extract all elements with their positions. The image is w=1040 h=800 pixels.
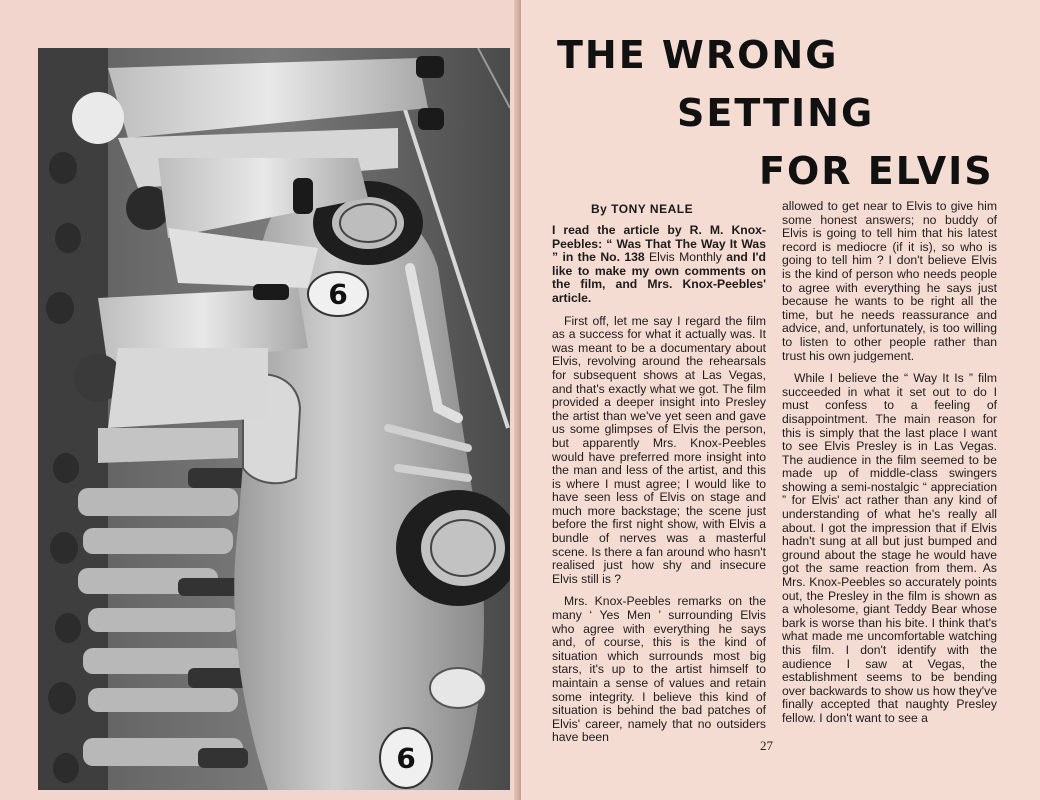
title-line-1: THE WRONG <box>557 33 839 77</box>
intro-regular: Elvis Monthly <box>644 250 727 265</box>
paragraph-4: While I believe the “ Way It Is ” film succeeded in what it set out to do I must confess to a feeling of disappointment. The main reason for this is simply that the last place I want to see Elvis Presley is in Las Vegas. The audience in the film seemed to be made up of middle-class swingers showing a semi-nostalgic “ appreciation ” for Elvis' act rather than any kind of understanding of what he's really all about. I got the impression that if Elvis hadn't sung at all but just bumped and ground about the stage he would have got the same reaction from them. As Mrs. Knox-Peebles so accurately points out, the Presley in the film is shown as a wholesome, giant Teddy Bear whose bark is worse than his bite. I think that's what made me uncomfortable watching this film. I don't identify with the audience I saw at Vegas, the establishment seems to be bending over backwards to show us how they've finally accepted that naughty Presley fellow. I don't want to see a <box>782 371 997 725</box>
paragraph-2: Mrs. Knox-Peebles remarks on the many ‘ Yes Men ’ surrounding Elvis who agree with everything he says and, of course, this is the kind of situation which surrounds most big stars, it's up to the artist himself to maintain a sense of values and retain some integrity. I believe this kind of situation is behind the bad patches of Elvis' career, namely that no outsiders have been <box>552 594 766 745</box>
car-number-lower: 9 <box>396 741 416 774</box>
intro-bold-b: and I'd like to make my own comments on the film, and Mrs. Knox-Peebles' article. <box>552 250 766 305</box>
racing-photo <box>38 48 510 790</box>
article-column-2 <box>782 200 997 735</box>
car-number-roundel-upper <box>308 272 368 316</box>
car-number: 9 <box>328 277 348 310</box>
title-line-3: FOR ELVIS <box>759 149 994 193</box>
paragraph-1: First off, let me say I regard the film as a success for what it actually was. It was meant to be a documentary about Elvis, revolving around the rehearsals for subsequent shows at Las Vegas, and that's exactly what we got. The film provided a deeper insight into Presley the artist than we've yet seen and gave us some glimpses of Elvis the person, but apparently Mrs. Knox-Peebles would have preferred more insight into the man and less of the artist, and this is where I must agree; I would like to have seen less of Elvis on stage and much more backstage; the scene just before the first night show, with Elvis a bundle of nerves was a masterful scene. Is there a fan around who hasn't realised just how shy and insecure Elvis still is ? <box>552 313 766 586</box>
title-line-2: SETTING <box>677 91 875 135</box>
photo-illustration <box>38 48 510 790</box>
intro-bold-a: I read the article by R. M. Knox-Peebles: “ Was That The Way It Was ” in the No. 138 <box>552 223 766 265</box>
car-number-roundel-lower <box>380 728 432 788</box>
article-column-1 <box>552 224 766 754</box>
paragraph-3: allowed to get near to Elvis to give him some honest answers; no buddy of Elvis is going to tell him that his latest record is mediocre (if it is), so who is going to tell him ? I don't believe Elvis is the kind of person who needs people to agree with everything he says just because he wants to be right all the time, but he needs reassurance and advice, and, unfortunately, is too willing to listen to other people rather than trust his own judgement. <box>782 199 997 363</box>
page-number: 27 <box>760 738 773 753</box>
intro-paragraph <box>552 224 766 306</box>
byline: By TONY NEALE <box>591 202 694 216</box>
